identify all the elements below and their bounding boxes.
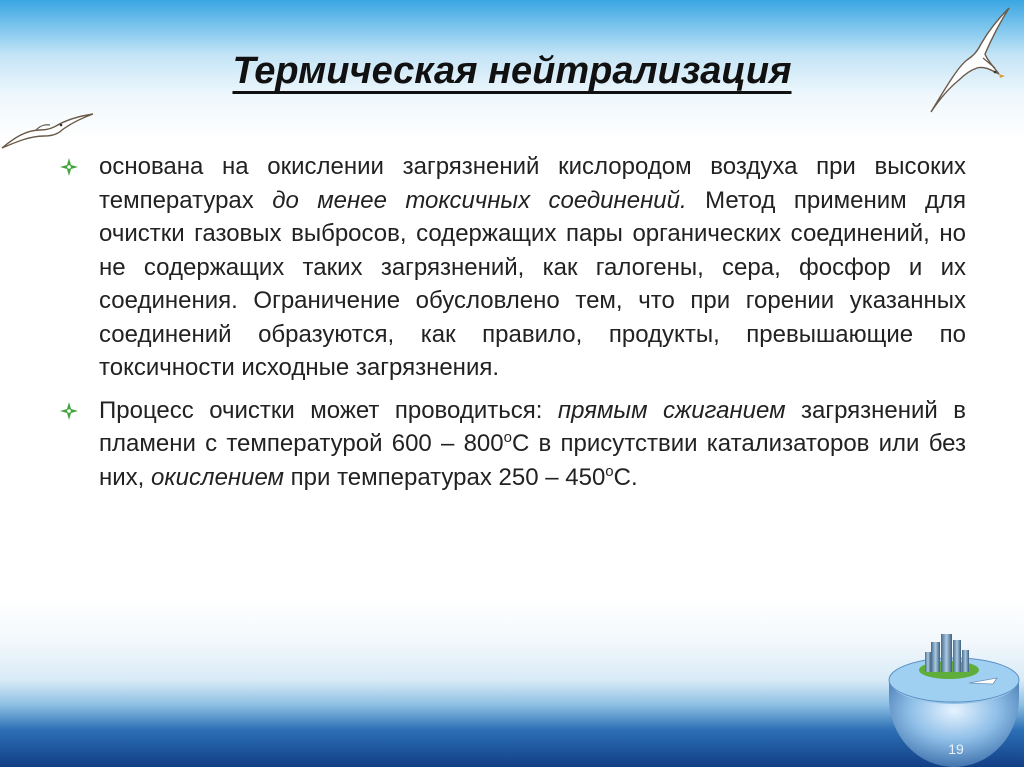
- bullet-1-text-a: основана на окислении загрязнений кислородом воздуха при высоких температурах: [99, 153, 966, 214]
- slide-title: [0, 50, 1024, 93]
- bullet-2-text-e: С.: [613, 463, 638, 491]
- bullet-2-emphasis-oxidation: окислением: [151, 463, 284, 491]
- slide-body: [60, 150, 966, 503]
- bullet-item-2: [60, 394, 966, 495]
- diamond-bullet-icon: [60, 402, 78, 420]
- bullet-2-text-a: Процесс очистки может проводиться:: [99, 396, 558, 424]
- bullet-item-1: [60, 150, 966, 385]
- bullet-1-text-b: Метод применим для очистки газовых выбросов, содержащих пары органических соединений, но не содержащих таких загрязнений, как галогены, сера, фосфор и их соединения. Ограничение обусловлено тем, что при горении указанных соединений образуются, как правило, продукты, превышающие по токсичности исходные загрязнения.: [99, 186, 967, 381]
- bullet-2-text-d: при температурах 250 – 450: [284, 463, 606, 491]
- page-number: 19: [948, 741, 964, 757]
- bullet-2-text-b: загрязнений в пламени с температурой 600 – 800: [99, 396, 967, 457]
- slide-title-text: Термическая нейтрализация: [232, 50, 792, 92]
- bullet-1-emphasis: до менее токсичных соединений.: [272, 186, 687, 214]
- diamond-bullet-icon: [60, 158, 78, 176]
- bullet-2-emphasis-direct-burning: прямым сжиганием: [557, 396, 786, 424]
- seagull-left-icon: [0, 108, 95, 152]
- degree-superscript: о: [605, 462, 614, 480]
- degree-superscript: о: [503, 429, 512, 446]
- bullet-2-text-c: С в присутствии катализаторов или без них,: [99, 430, 966, 491]
